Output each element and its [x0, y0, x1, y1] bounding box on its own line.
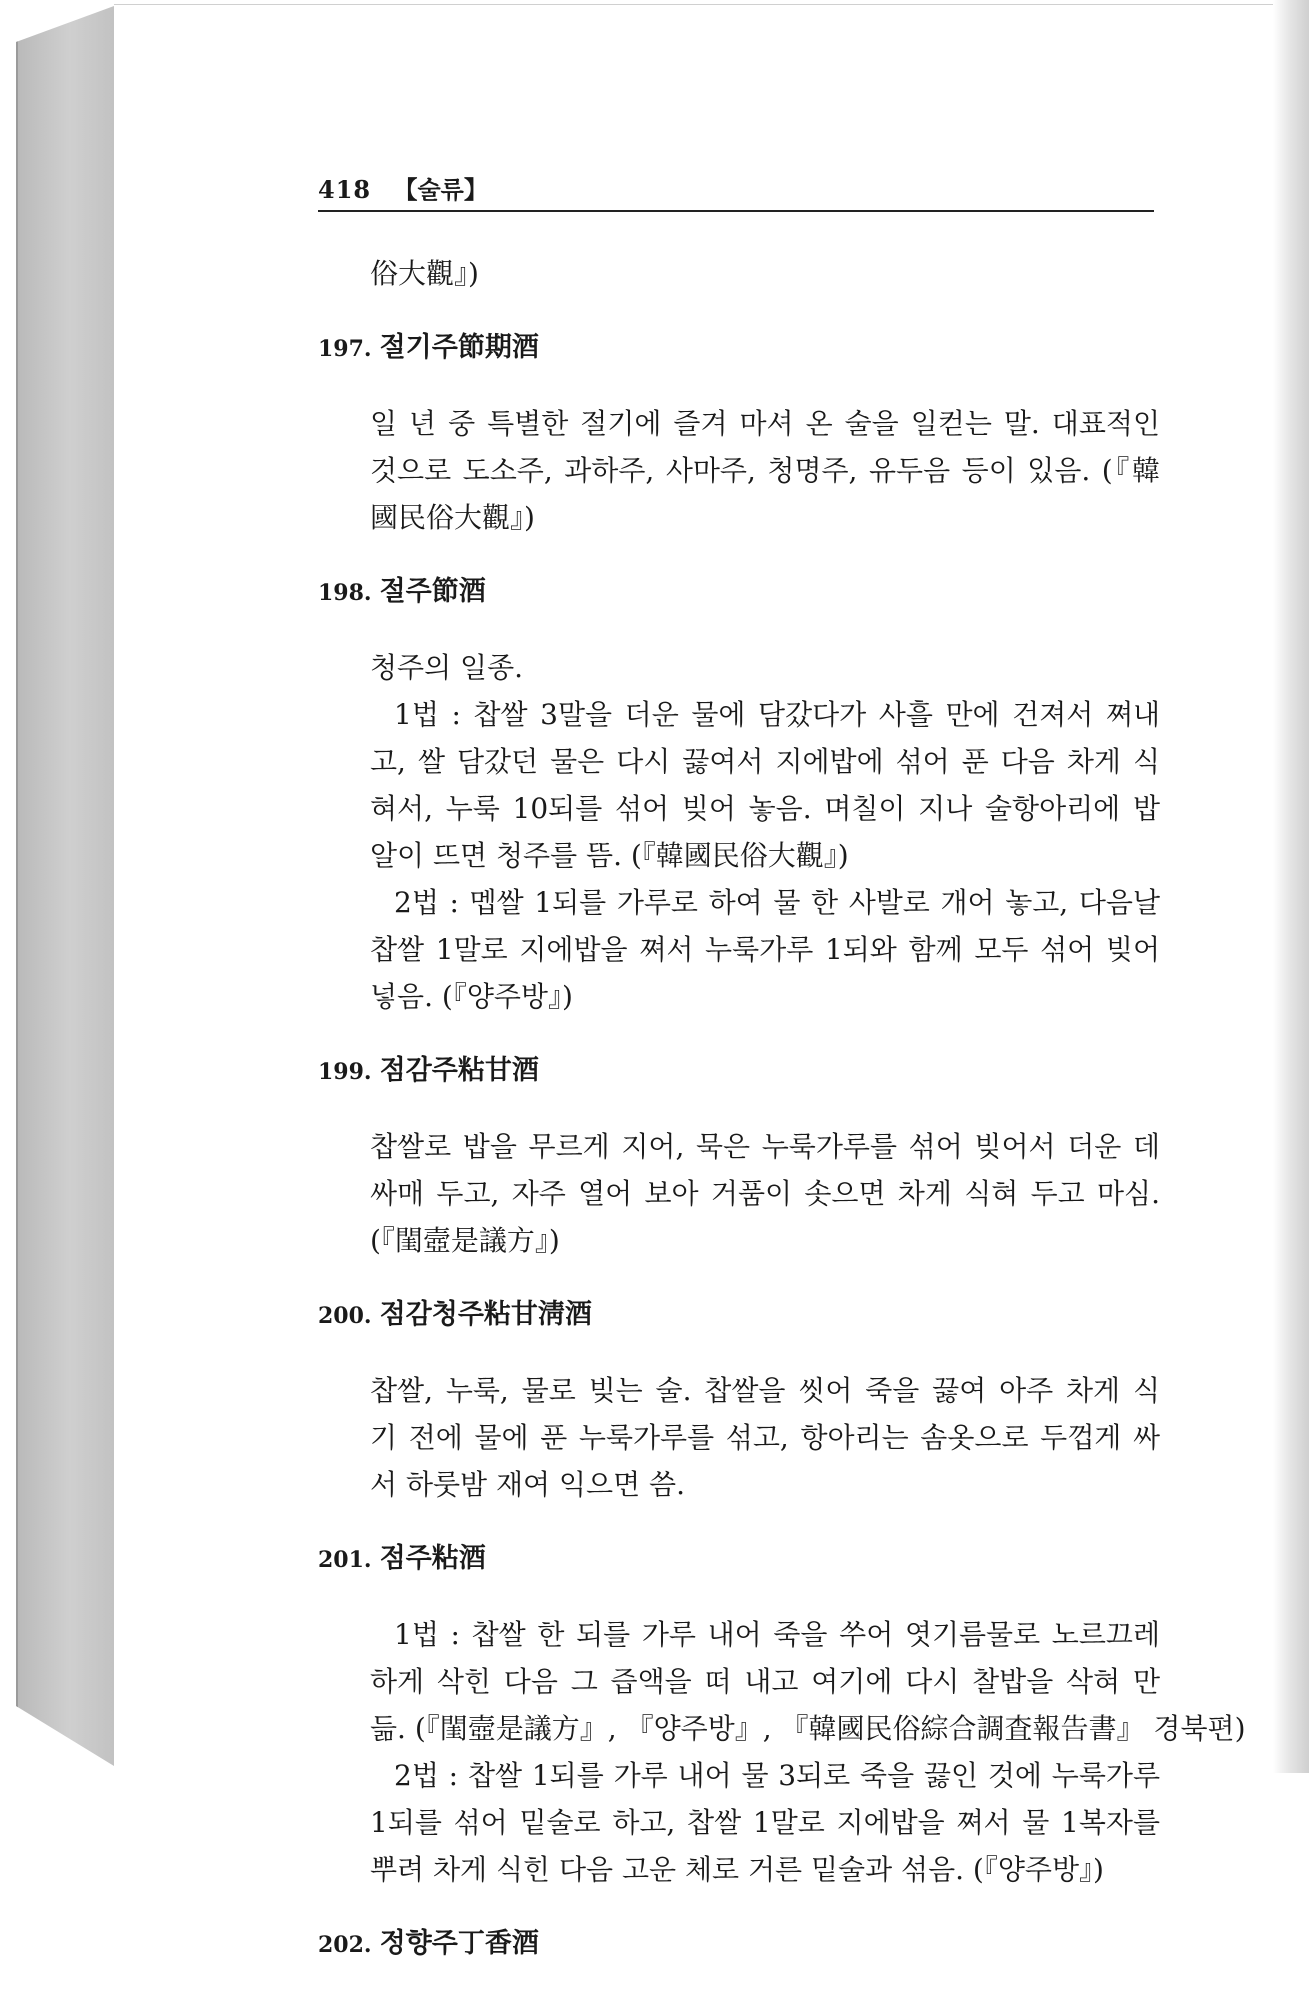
entry-heading-202 [318, 1920, 1160, 1969]
section-title: 【술류】 [393, 175, 488, 204]
entry-number: 199. [318, 1059, 372, 1085]
entry-heading-200 [318, 1291, 1160, 1340]
text-line: 기 전에 물에 푼 누룩가루를 섞고, 항아리는 솜옷으로 두껍게 싸 [370, 1421, 1160, 1454]
text-line: 俗大觀』) [370, 257, 479, 290]
text-line: 찹쌀, 누룩, 물로 빚는 술. 찹쌀을 씻어 죽을 끓여 아주 차게 식 [370, 1374, 1160, 1407]
text-line: 혀서, 누룩 10되를 섞어 빚어 놓음. 며칠이 지나 술항아리에 밥 [370, 792, 1160, 825]
text-line: 하게 삭힌 다음 그 즙액을 떠 내고 여기에 다시 찰밥을 삭혀 만 [370, 1665, 1160, 1698]
entry-number: 202. [318, 1932, 372, 1958]
entry-title: 점감주粘甘酒 [379, 1055, 539, 1086]
text-line: 1법 : 찹쌀 한 되를 가루 내어 죽을 쑤어 엿기름물로 노르끄레 [394, 1618, 1160, 1651]
text-line: 1법 : 찹쌀 3말을 더운 물에 담갔다가 사흘 만에 건져서 쪄내 [394, 698, 1160, 731]
text-line: 일 년 중 특별한 절기에 즐겨 마셔 온 술을 일컫는 말. 대표적인 [370, 407, 1160, 440]
entry-heading-201 [318, 1535, 1160, 1584]
entry-title: 절기주節期酒 [379, 332, 539, 363]
book-spine [16, 6, 114, 1766]
text-line: 것으로 도소주, 과하주, 사마주, 청명주, 유두음 등이 있음. (『韓 [370, 454, 1160, 487]
text-line: 2법 : 멥쌀 1되를 가루로 하여 물 한 사발로 개어 놓고, 다음날 [394, 886, 1160, 919]
text-line: 넣음. (『양주방』) [370, 980, 573, 1013]
text-line: 청주의 일종. [370, 651, 524, 684]
page-body [318, 250, 1246, 1996]
text-line: 고, 쌀 담갔던 물은 다시 끓여서 지에밥에 섞어 푼 다음 차게 식 [370, 745, 1160, 778]
text-line: 2법 : 찹쌀 1되를 가루 내어 물 3되로 죽을 끓인 것에 누룩가루 [394, 1759, 1160, 1792]
entry-number: 200. [318, 1303, 372, 1329]
text-line: 國民俗大觀』) [370, 501, 535, 534]
text-line: 1되를 섞어 밑술로 하고, 찹쌀 1말로 지에밥을 쪄서 물 1복자를 [370, 1806, 1160, 1839]
text-line: 뿌려 차게 식힌 다음 고운 체로 거른 밑술과 섞음. (『양주방』) [370, 1853, 1104, 1886]
entry-title: 점주粘酒 [379, 1543, 486, 1574]
text-line: 찹쌀 1말로 지에밥을 쪄서 누룩가루 1되와 함께 모두 섞어 빚어 [370, 933, 1160, 966]
page-edge-shadow [1273, 0, 1309, 1773]
text-line: 알이 뜨면 청주를 뜸. (『韓國民俗大觀』) [370, 839, 849, 872]
text-line: 듦. (『閨壼是議方』, 『양주방』, 『韓國民俗綜合調査報告書』 경북편) [370, 1712, 1246, 1745]
running-header [318, 170, 1154, 212]
entry-heading-198 [318, 568, 1160, 617]
entry-heading-197 [318, 324, 1160, 373]
text-line: 찹쌀로 밥을 무르게 지어, 묵은 누룩가루를 섞어 빚어서 더운 데 [370, 1130, 1160, 1163]
entry-title: 정향주丁香酒 [379, 1928, 539, 1959]
entry-number: 198. [318, 580, 372, 606]
entry-heading-199 [318, 1047, 1160, 1096]
text-line: (『閨壼是議方』) [370, 1224, 560, 1257]
entry-title: 절주節酒 [379, 576, 486, 607]
text-line: 서 하룻밤 재여 익으면 씀. [370, 1468, 685, 1501]
entry-number: 201. [318, 1547, 372, 1573]
entry-number: 197. [318, 336, 372, 362]
page-number: 418 [318, 175, 372, 204]
entry-title: 점감청주粘甘淸酒 [379, 1299, 592, 1330]
text-line: 싸매 두고, 자주 열어 보아 거품이 솟으면 차게 식혀 두고 마심. [370, 1177, 1160, 1210]
